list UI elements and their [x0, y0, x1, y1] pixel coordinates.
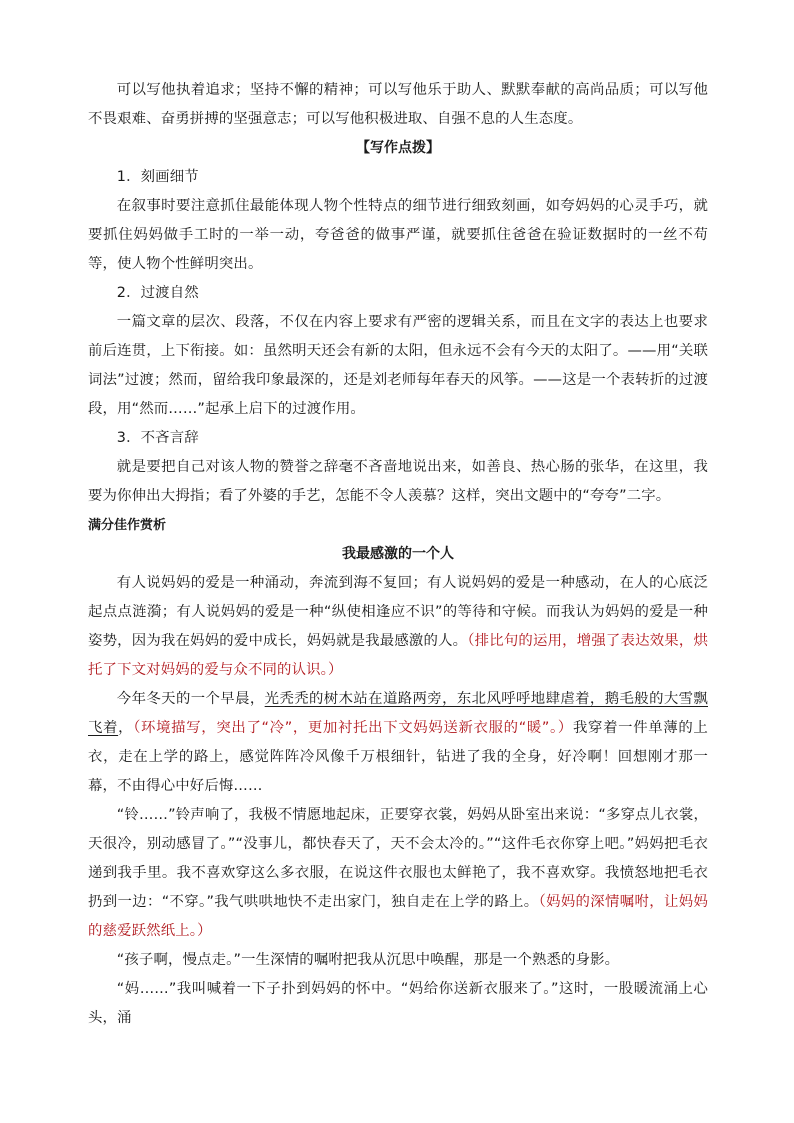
writing-tips-heading: 【写作点拨】: [356, 140, 440, 156]
document-page: [88, 76, 708, 1033]
tip-3-body: 就是要把自己对该人物的赞誉之辞毫不吝啬地说出来，如善良、热心肠的张华，在这里，我要为你伸出大拇指；看了外婆的手艺，怎能不令人羡慕？这样，突出文题中的“夸夸”二字。: [88, 459, 708, 504]
intro-paragraph: 可以写他执着追求；坚持不懈的精神；可以写他乐于助人、默默奉献的高尚品质；可以写他不畏艰难、奋勇拼搏的坚强意志；可以写他积极进取、自强不息的人生态度。: [88, 82, 708, 127]
essay-title: 我最感激的一个人: [342, 546, 454, 562]
essay-p2-rest: 我穿着一件单薄的上衣，走在上学的路上，感觉阵阵冷风像千万根细针，钻进了我的全身，好冷啊！回想刚才那一幕，不由得心中好后悔……: [88, 720, 708, 794]
essay-paragraph-4: “孩子啊，慢点走。”一生深情的嘱咐把我从沉思中唤醒，那是一个熟悉的身影。: [116, 952, 620, 968]
tip-2-title: 2．过渡自然: [116, 285, 199, 301]
essay-p1-text: 有人说妈妈的爱是一种涌动，奔流到海不复回；有人说妈妈的爱是一种感动，在人的心底泛起点点涟漪；有人说妈妈的爱是一种“纵使相逢应不识”的等待和守候。而我认为妈妈的爱是一种姿势，因为我在妈妈的爱中成长，妈妈就是我最感激的人。: [88, 575, 708, 649]
essay-p2-comma: ，: [118, 720, 134, 736]
essay-paragraph-3: [88, 801, 708, 946]
essay-p3-text: “铃……”铃声响了，我极不情愿地起床，正要穿衣裳，妈妈从卧室出来说：“多穿点儿衣裳，天很冷，别动感冒了。”“没事儿，都快春天了，天不会太冷的。”“这件毛衣你穿上吧。”妈妈把毛衣递到我手里。我不喜欢穿这么多衣服，在说这件衣服也太鲜艳了，我不喜欢穿。我愤怒地把毛衣扔到一边：“不穿。”我气哄哄地快不走出家门，独自走在上学的路上。: [88, 807, 708, 910]
tip-1-title: 1．刻画细节: [116, 169, 199, 185]
essay-p2-start: 今年冬天的一个早晨，: [116, 691, 265, 707]
model-essay-section-label: 满分佳作赏析: [88, 518, 167, 533]
essay-p3-annotation: （妈妈的深情嘱咐，让妈妈的慈爱跃然纸上。）: [88, 894, 709, 939]
essay-p1-annotation: （排比句的运用，增强了表达效果，烘托了下文对妈妈的爱与众不同的认识。）: [88, 633, 708, 678]
essay-paragraph-2: [88, 685, 708, 801]
essay-paragraph-1: [88, 569, 708, 685]
essay-paragraph-5: “妈……”我叫喊着一下子扑到妈妈的怀中。“妈给你送新衣服来了。”这时，一股暖流涌上心头，涌: [88, 981, 708, 1026]
tip-3-title: 3．不吝言辞: [116, 430, 199, 446]
essay-p2-annotation: （环境描写，突出了“冷”，更加衬托出下文妈妈送新衣服的“暖”。）: [133, 720, 573, 736]
tip-2-body: 一篇文章的层次、段落，不仅在内容上要求有严密的逻辑关系，而且在文字的表达上也要求前后连贯，上下衔接。如：虽然明天还会有新的太阳，但永远不会有今天的太阳了。——用“关联词法”过渡；然而，留给我印象最深的，还是刘老师每年春天的风筝。——这是一个表转折的过渡段，用“然而……”起承上启下的过渡作用。: [88, 314, 708, 417]
tip-1-body: 在叙事时要注意抓住最能体现人物个性特点的细节进行细致刻画，如夸妈妈的心灵手巧，就要抓住妈妈做手工时的一举一动，夸爸爸的做事严谨，就要抓住爸爸在验证数据时的一丝不苟等，使人物个性鲜明突出。: [88, 198, 708, 272]
essay-p2-underlined: 光秃秃的树木站在道路两旁，东北风呼呼地肆虐着，鹅毛般的大雪飘飞着: [88, 691, 708, 736]
